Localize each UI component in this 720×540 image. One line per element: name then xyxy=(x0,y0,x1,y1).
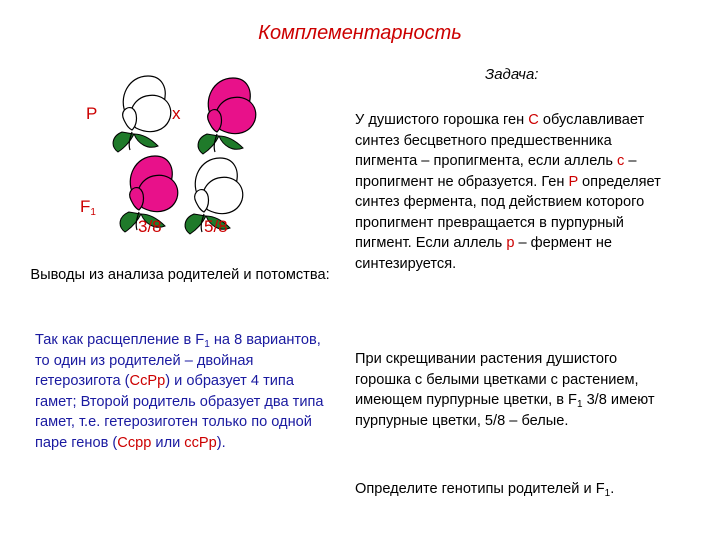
task-paragraph-cross: При скрещивании растения душистого горошка с белыми цветками с растением, имеющем пурпурные цветки, в $F_1$ 3/8 имеют пурпурные цветки, 5/8 – белые. xyxy=(355,351,655,429)
task-heading: Задача: xyxy=(485,66,539,83)
genotype-double-heterozygote: CcPp xyxy=(129,373,166,389)
purple-parent-flower xyxy=(193,72,263,158)
ratio-white: 5/8 xyxy=(204,217,228,236)
ratio-purple: 3/8 xyxy=(138,217,162,236)
cross-sign: x xyxy=(172,104,181,123)
genotype-ccPp: ccPp xyxy=(184,434,217,451)
task-paragraph-question: Определите генотипы родителей и $F_1$. xyxy=(355,481,615,499)
genotype-ccpp: Ccpp xyxy=(117,434,152,451)
parent-label: P xyxy=(86,104,98,123)
f1-label: $F_1$ xyxy=(80,197,96,218)
conclusions-body: Так как расщепление в $F_1$ на 8 вариантов, то один из родителей – двойная гетерозигота (CcPp) и образует 4 типа гамет; Второй родитель образует два типа гамет, т.е. гетерозиготен только по одной паре генов (Ccpp или ccPp). xyxy=(35,332,324,451)
conclusions-heading: Выводы из анализа родителей и потомства: xyxy=(30,267,330,283)
task-paragraph-genes: У душистого горошка ген C обуславливает синтез бесцветного предшественника пигмента – пропигмента, если аллель c – пропигмент не образуется. Ген P определяет синтез фермента, под действием которого пропигмент превращается в пурпурный пигмент. Если аллель p – фермент не синтезируется. xyxy=(355,112,661,272)
page-title: Комплементарность xyxy=(258,22,462,44)
white-parent-flower xyxy=(108,70,178,156)
